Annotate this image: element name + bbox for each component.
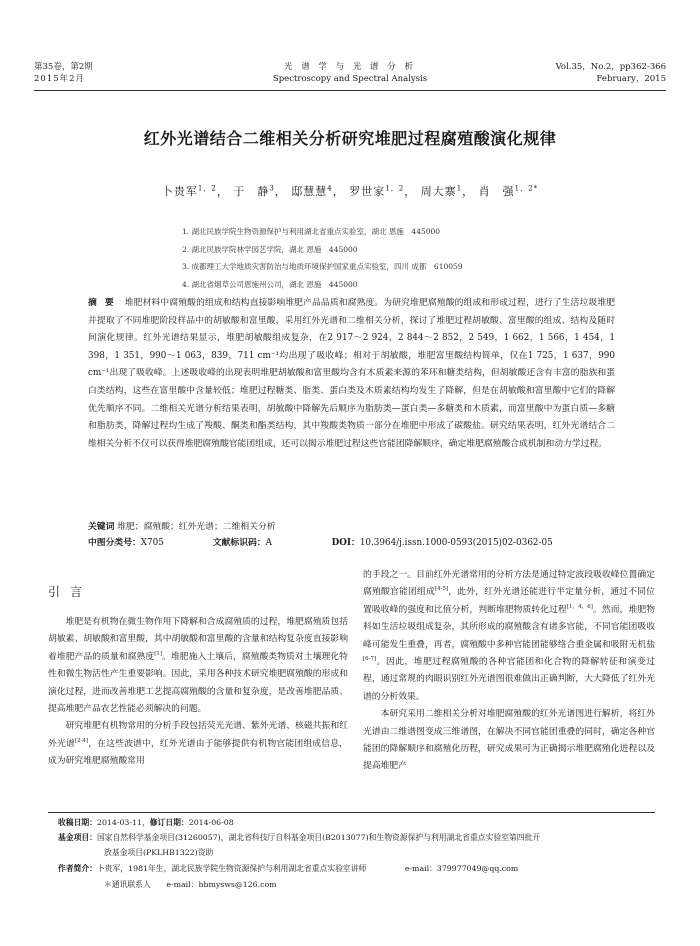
corresponding-email: ＊通讯联系人 e-mail：hbmysws@126.com bbox=[104, 880, 277, 889]
abstract bbox=[88, 295, 615, 453]
journal-title-cn: 光 谱 学 与 光 谱 分 析 bbox=[284, 62, 416, 72]
body-left-column bbox=[48, 614, 348, 771]
paragraph: 堆肥是有机物在微生物作用下降解和合成腐殖质的过程，堆肥腐殖质包括胡敏素、胡敏酸和富里酸，其中胡敏酸和富里酸的含量和结构复杂度直接影响着堆肥产品的质量和腐熟度[1]。堆肥施入土壤后，腐殖酸类物质对土壤理化特性和微生物活性产生重要影响。因此，采用各种技术研究堆肥腐殖酸的形成和演化过程，进而改善堆肥工艺提高腐殖酸的含量和复杂度，是改善堆肥品质、提高堆肥产品农艺性能必须解决的问题。 bbox=[48, 617, 348, 715]
citation: [1] bbox=[154, 650, 163, 657]
classification-line bbox=[88, 535, 615, 551]
footnote-dates: 收稿日期：2014-03-11，修订日期：2014-06-08 bbox=[58, 818, 234, 827]
author: 周大寨$^1$ bbox=[420, 184, 463, 198]
publication-month: February，2015 bbox=[596, 74, 666, 84]
affiliation: 2. 湖北民族学院林学园艺学院，湖北 恩施 445000 bbox=[182, 244, 358, 254]
citation: [1，4，6] bbox=[566, 603, 593, 610]
running-header bbox=[34, 61, 666, 87]
affiliation-list bbox=[182, 223, 463, 293]
author: 卜贵军$^{1,2}$ bbox=[161, 184, 217, 198]
affiliation: 1. 湖北民族学院生物资源保护与利用湖北省重点实验室，湖北 恩施 445000 bbox=[182, 227, 441, 236]
paragraph: 研究堆肥有机物常用的分析手段包括荧光光谱、紫外光谱、核磁共振和红外光谱[2-4]，在这些波谱中，红外光谱由于能够提供有机物官能团组成信息，成为研究堆肥腐殖酸常用 bbox=[48, 721, 348, 767]
body-right-column bbox=[363, 567, 655, 776]
clc-label: 中图分类号： bbox=[88, 538, 141, 548]
volume-pages: Vol.35，No.2，pp362-366 bbox=[555, 62, 666, 72]
keywords-text: 堆肥；腐殖酸；红外光谱；二维相关分析 bbox=[117, 522, 276, 532]
author: 罗世家$^{1,2}$ bbox=[349, 184, 405, 198]
doi-value: 10.3964/j.issn.1000-0593(2015)02-0362-05 bbox=[359, 538, 553, 548]
author: 邸慧慧$^4$ bbox=[291, 184, 333, 198]
keywords bbox=[88, 519, 615, 535]
footnote-corresponding bbox=[58, 877, 655, 892]
header-divider bbox=[34, 90, 666, 91]
paragraph: 本研究采用二维相关分析对堆肥腐殖酸的红外光谱图进行解析，将红外光谱由二维谱图变成三维谱图，在解决不同官能团重叠的同时，确定各种官能团的降解顺序和腐殖化历程，研究成果可为正确揭示堆肥腐殖化进程以及提高堆肥产 bbox=[363, 709, 655, 772]
author-email: e-mail：379977049@qq.com bbox=[404, 864, 519, 873]
footnote-funding: 基金项目：国家自然科学基金项目(31260057)，湖北省科技厅自科基金项目(B2013077)和生物资源保护与利用湖北省重点实验室第四批开 放基金项目(PKLHB1322)资助 bbox=[58, 833, 541, 857]
paper-title: 红外光谱结合二维相关分析研究堆肥过程腐殖酸演化规律 bbox=[143, 129, 557, 148]
affiliation: 4. 湖北省烟草公司恩施州公司，湖北 恩施 445000 bbox=[182, 279, 358, 289]
paragraph: 的手段之一。目前红外光谱常用的分析方法是通过特定波段吸收峰位置确定腐殖酸官能团组成[4-5]，此外，红外光谱还能进行半定量分析，通过不同位置吸收峰的强度和比值分析，判断堆肥物质转化过程[1，4，6]。然而，堆肥物料如生活垃圾组成复杂，其所形成的腐殖酸含有诸多官能，不同官能团吸收峰可能发生重叠，再者，腐殖酸中多种官能团能够络合重金属和吸附无机盐[6-7]。因此，堆肥过程腐殖酸的各种官能团和化合物的降解转征和演变过程，通过常规的肉眼识别红外光谱图很难做出正确判断，大大降低了红外光谱的分析效果。 bbox=[363, 570, 655, 702]
author-list: 卜贵军$^{1,2}$， 于 静$^3$， 邸慧慧$^4$， 罗世家$^{1,2}$， 周大寨$^1$， 肖 强$^{1,2*}$ bbox=[161, 184, 539, 198]
footnote-divider bbox=[48, 812, 655, 813]
doc-code-value: A bbox=[265, 538, 272, 548]
abstract-text: 堆肥材料中腐殖酸的组成和结构直接影响堆肥产品品质和腐熟度。为研究堆肥腐殖酸的组成和形成过程，进行了生活垃圾堆肥并提取了不同堆肥阶段样品中的胡敏酸和富里酸，采用红外光谱和二维相关分析，探讨了堆肥过程胡敏酸、富里酸的组成、结构及随时间演化规律。红外光谱结果显示，堆肥胡敏酸组成复杂，在2 917～2 924，2 844～2 852，2 549，1 662，1 566，1 454，1 398，1 351，990～1 063，839，711 cm⁻¹均出现了吸收峰；相对于胡敏酸，堆肥富里酸结构简单，仅在1 725，1 637，990 cm⁻¹出现了吸收峰。上述吸收峰的出现表明堆肥胡敏酸和富里酸均含有木质素来源的苯环和糖类结构，但胡敏酸还含有丰富的脂族和蛋白类结构，这些在富里酸中含量较低；堆肥过程糖类、脂类、蛋白类及木质素结构均发生了降解，但是在胡敏酸和富里酸中它们的降解优先顺序不同。二维相关光谱分析结果表明，胡敏酸中降解先后顺序为脂肪类—蛋白类—多糖类和木质素，而富里酸中为蛋白质—多糖和脂肪类，降解过程均生成了羧酸、酮类和酯类结构，其中羧酸类物质一部分在堆肥中形成了碳酸盐。研究结果表明，红外光谱结合二维相关分析不仅可以获得堆肥腐殖酸官能团组成，还可以揭示堆肥过程这些官能团降解顺序，确定堆肥腐殖酸合成机制和动力学过程。 bbox=[88, 298, 615, 449]
citation: [2-4] bbox=[74, 737, 89, 744]
publication-date: 2015年2月 bbox=[34, 74, 86, 84]
citation: [6-7] bbox=[363, 656, 377, 663]
keywords-label: 关键词 bbox=[88, 522, 115, 532]
journal-title-en: Spectroscopy and Spectral Analysis bbox=[272, 74, 428, 84]
footnote-author-bio: 作者简介：卜贵军，1981年生，湖北民族学院生物资源保护与利用湖北省重点实验室讲师 e-mail：379977049@qq.com bbox=[58, 864, 519, 873]
doc-code-label: 文献标识码： bbox=[212, 538, 266, 548]
author: 肖 强$^{1,2*}$ bbox=[478, 184, 539, 198]
journal-pages-info bbox=[556, 61, 666, 85]
author: 于 静$^3$ bbox=[233, 184, 275, 198]
citation: [4-5] bbox=[434, 586, 449, 593]
doi-label: DOI： bbox=[331, 538, 360, 548]
clc-value: X705 bbox=[140, 538, 164, 548]
volume-issue: 第35卷，第2期 bbox=[34, 62, 93, 72]
section-title-introduction: 引言 bbox=[48, 585, 93, 599]
affiliation: 3. 成都理工大学地质灾害防治与地质环境保护国家重点实验室，四川 成都 610059 bbox=[182, 262, 463, 271]
abstract-label: 摘要 bbox=[88, 298, 122, 308]
